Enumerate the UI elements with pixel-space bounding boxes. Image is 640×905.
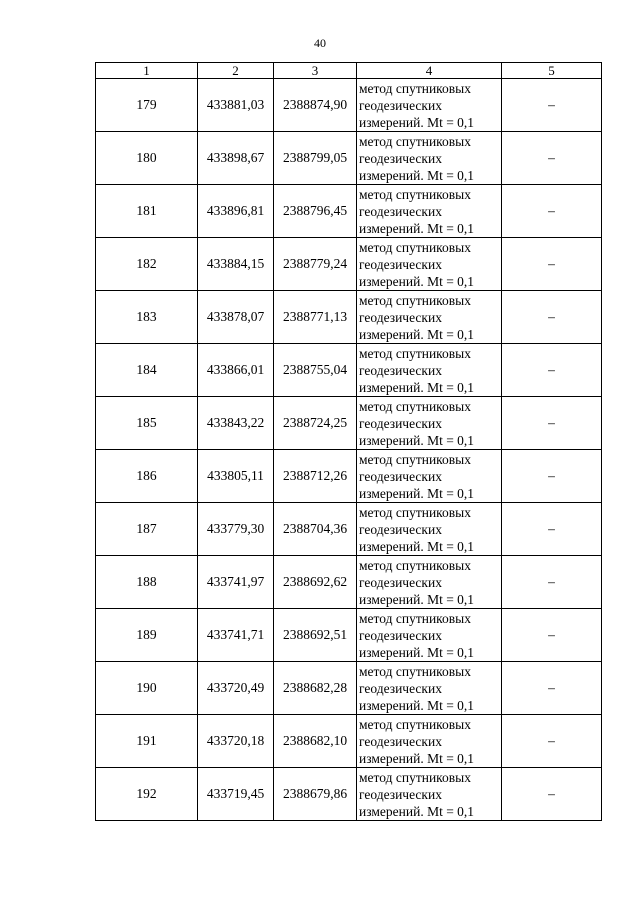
y-coordinate-cell: 2388799,05 (274, 132, 357, 185)
note-cell: – (502, 185, 602, 238)
x-coordinate-cell: 433843,22 (198, 397, 274, 450)
header-row (96, 63, 602, 79)
note-cell: – (502, 79, 602, 132)
y-coordinate-cell: 2388712,26 (274, 450, 357, 503)
x-coordinate-cell: 433741,71 (198, 609, 274, 662)
point-number-cell: 183 (96, 291, 198, 344)
note-cell: – (502, 609, 602, 662)
y-coordinate-cell: 2388796,45 (274, 185, 357, 238)
note-cell: – (502, 768, 602, 821)
x-coordinate-cell: 433720,18 (198, 715, 274, 768)
table-body (96, 79, 602, 821)
method-cell: метод спутниковых геодезических измерений. Mt = 0,1 (357, 344, 502, 397)
method-cell: метод спутниковых геодезических измерений. Mt = 0,1 (357, 503, 502, 556)
table-row (96, 662, 602, 715)
y-coordinate-cell: 2388679,86 (274, 768, 357, 821)
table-row (96, 397, 602, 450)
point-number-cell: 191 (96, 715, 198, 768)
header-col-2: 2 (198, 63, 274, 79)
note-cell: – (502, 503, 602, 556)
table-row (96, 450, 602, 503)
table-header (96, 63, 602, 79)
method-cell: метод спутниковых геодезических измерений. Mt = 0,1 (357, 132, 502, 185)
point-number-cell: 184 (96, 344, 198, 397)
page-number: 40 (314, 36, 326, 50)
point-number-cell: 180 (96, 132, 198, 185)
point-number-cell: 182 (96, 238, 198, 291)
header-col-4: 4 (357, 63, 502, 79)
y-coordinate-cell: 2388755,04 (274, 344, 357, 397)
method-cell: метод спутниковых геодезических измерений. Mt = 0,1 (357, 450, 502, 503)
point-number-cell: 179 (96, 79, 198, 132)
y-coordinate-cell: 2388682,28 (274, 662, 357, 715)
point-number-cell: 188 (96, 556, 198, 609)
method-cell: метод спутниковых геодезических измерений. Mt = 0,1 (357, 238, 502, 291)
header-col-1: 1 (96, 63, 198, 79)
method-cell: метод спутниковых геодезических измерений. Mt = 0,1 (357, 768, 502, 821)
table-row (96, 238, 602, 291)
table-row (96, 556, 602, 609)
y-coordinate-cell: 2388704,36 (274, 503, 357, 556)
note-cell: – (502, 238, 602, 291)
header-col-3: 3 (274, 63, 357, 79)
table-row (96, 503, 602, 556)
x-coordinate-cell: 433741,97 (198, 556, 274, 609)
note-cell: – (502, 344, 602, 397)
table-row (96, 768, 602, 821)
note-cell: – (502, 556, 602, 609)
x-coordinate-cell: 433719,45 (198, 768, 274, 821)
x-coordinate-cell: 433779,30 (198, 503, 274, 556)
y-coordinate-cell: 2388771,13 (274, 291, 357, 344)
point-number-cell: 181 (96, 185, 198, 238)
point-number-cell: 189 (96, 609, 198, 662)
y-coordinate-cell: 2388682,10 (274, 715, 357, 768)
method-cell: метод спутниковых геодезических измерений. Mt = 0,1 (357, 291, 502, 344)
y-coordinate-cell: 2388692,62 (274, 556, 357, 609)
x-coordinate-cell: 433866,01 (198, 344, 274, 397)
point-number-cell: 186 (96, 450, 198, 503)
coordinates-table (95, 62, 602, 821)
method-cell: метод спутниковых геодезических измерений. Mt = 0,1 (357, 397, 502, 450)
note-cell: – (502, 291, 602, 344)
table-row (96, 715, 602, 768)
method-cell: метод спутниковых геодезических измерений. Mt = 0,1 (357, 185, 502, 238)
point-number-cell: 190 (96, 662, 198, 715)
y-coordinate-cell: 2388724,25 (274, 397, 357, 450)
x-coordinate-cell: 433878,07 (198, 291, 274, 344)
method-cell: метод спутниковых геодезических измерений. Mt = 0,1 (357, 609, 502, 662)
method-cell: метод спутниковых геодезических измерений. Mt = 0,1 (357, 662, 502, 715)
table-row (96, 79, 602, 132)
point-number-cell: 187 (96, 503, 198, 556)
y-coordinate-cell: 2388874,90 (274, 79, 357, 132)
x-coordinate-cell: 433881,03 (198, 79, 274, 132)
note-cell: – (502, 450, 602, 503)
y-coordinate-cell: 2388692,51 (274, 609, 357, 662)
header-col-5: 5 (502, 63, 602, 79)
x-coordinate-cell: 433898,67 (198, 132, 274, 185)
x-coordinate-cell: 433884,15 (198, 238, 274, 291)
note-cell: – (502, 132, 602, 185)
table-row (96, 344, 602, 397)
table-row (96, 185, 602, 238)
table-row (96, 291, 602, 344)
y-coordinate-cell: 2388779,24 (274, 238, 357, 291)
point-number-cell: 185 (96, 397, 198, 450)
x-coordinate-cell: 433805,11 (198, 450, 274, 503)
note-cell: – (502, 662, 602, 715)
point-number-cell: 192 (96, 768, 198, 821)
x-coordinate-cell: 433720,49 (198, 662, 274, 715)
note-cell: – (502, 397, 602, 450)
table-row (96, 132, 602, 185)
method-cell: метод спутниковых геодезических измерений. Mt = 0,1 (357, 556, 502, 609)
table-row (96, 609, 602, 662)
x-coordinate-cell: 433896,81 (198, 185, 274, 238)
note-cell: – (502, 715, 602, 768)
method-cell: метод спутниковых геодезических измерений. Mt = 0,1 (357, 79, 502, 132)
method-cell: метод спутниковых геодезических измерений. Mt = 0,1 (357, 715, 502, 768)
